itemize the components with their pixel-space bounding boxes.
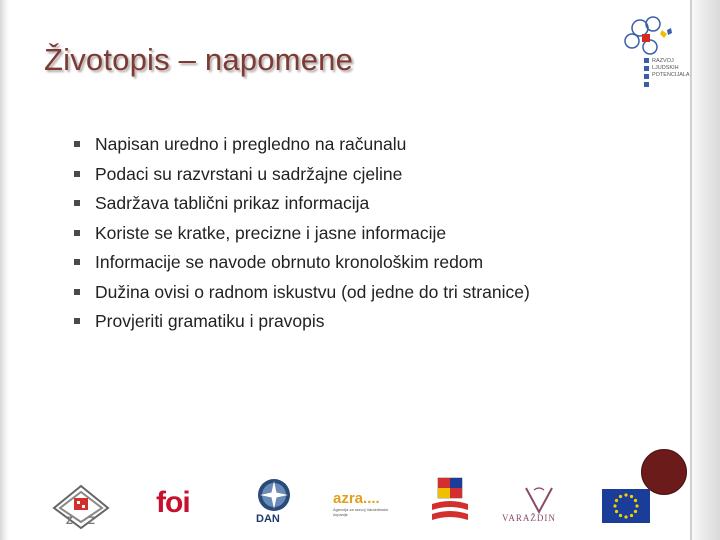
bullet-item: [72, 162, 530, 192]
bullet-item: [72, 191, 530, 221]
square-bullet-icon: [74, 141, 80, 147]
dan-logo-text: DAN: [256, 513, 280, 525]
bullet-text: Provjeriti gramatiku i pravopis: [95, 311, 325, 331]
azra-logo-text: azra....: [333, 490, 380, 507]
varazdin-logo-text: VARAŽDIN: [502, 513, 556, 523]
compass-logo-icon: [252, 478, 296, 512]
school-logo-icon: [52, 484, 110, 530]
bullet-text: Napisan uredno i pregledno na računalu: [95, 134, 407, 154]
svg-text:Z: Z: [88, 515, 95, 527]
square-bullet-icon: [74, 259, 80, 265]
bullet-text: Dužina ovisi o radnom iskustvu (od jedne do tri stranice): [95, 281, 530, 302]
bullet-text: Koriste se kratke, precizne i jasne informacije: [95, 222, 447, 243]
bullet-item: [72, 132, 530, 162]
county-coat-of-arms-icon: [430, 476, 470, 528]
bullet-item: [72, 221, 530, 251]
svg-text:Z: Z: [66, 515, 73, 527]
azra-logo-subtitle: Agencija za razvoj Varaždinske županije: [333, 507, 389, 517]
bullet-text: Sadržava tablični prikaz informacija: [95, 193, 370, 213]
slide-title: Životopis – napomene: [44, 42, 354, 77]
square-bullet-icon: [74, 200, 80, 206]
square-bullet-icon: [74, 230, 80, 236]
bullet-text: Informacije se navode obrnuto kronološkim redom: [95, 252, 484, 272]
bullet-text: Podaci su razvrstani u sadržajne cjeline: [95, 163, 403, 184]
square-bullet-icon: [74, 289, 80, 295]
slide-right-border: [688, 0, 720, 540]
square-bullet-icon: [74, 171, 80, 177]
slide-left-border: [0, 0, 9, 540]
eu-flag-icon: [602, 489, 650, 523]
bullet-list: [72, 132, 530, 339]
top-logo-caption: RAZVOJ LJUDSKIH POTENCIJALA: [652, 58, 690, 78]
bullet-item: [72, 250, 530, 280]
varazdin-v-logo-icon: [520, 484, 558, 514]
bullet-item: [72, 309, 530, 339]
foi-logo: foi: [156, 486, 190, 519]
square-bullet-icon: [74, 318, 80, 324]
bullet-item: [72, 280, 530, 310]
